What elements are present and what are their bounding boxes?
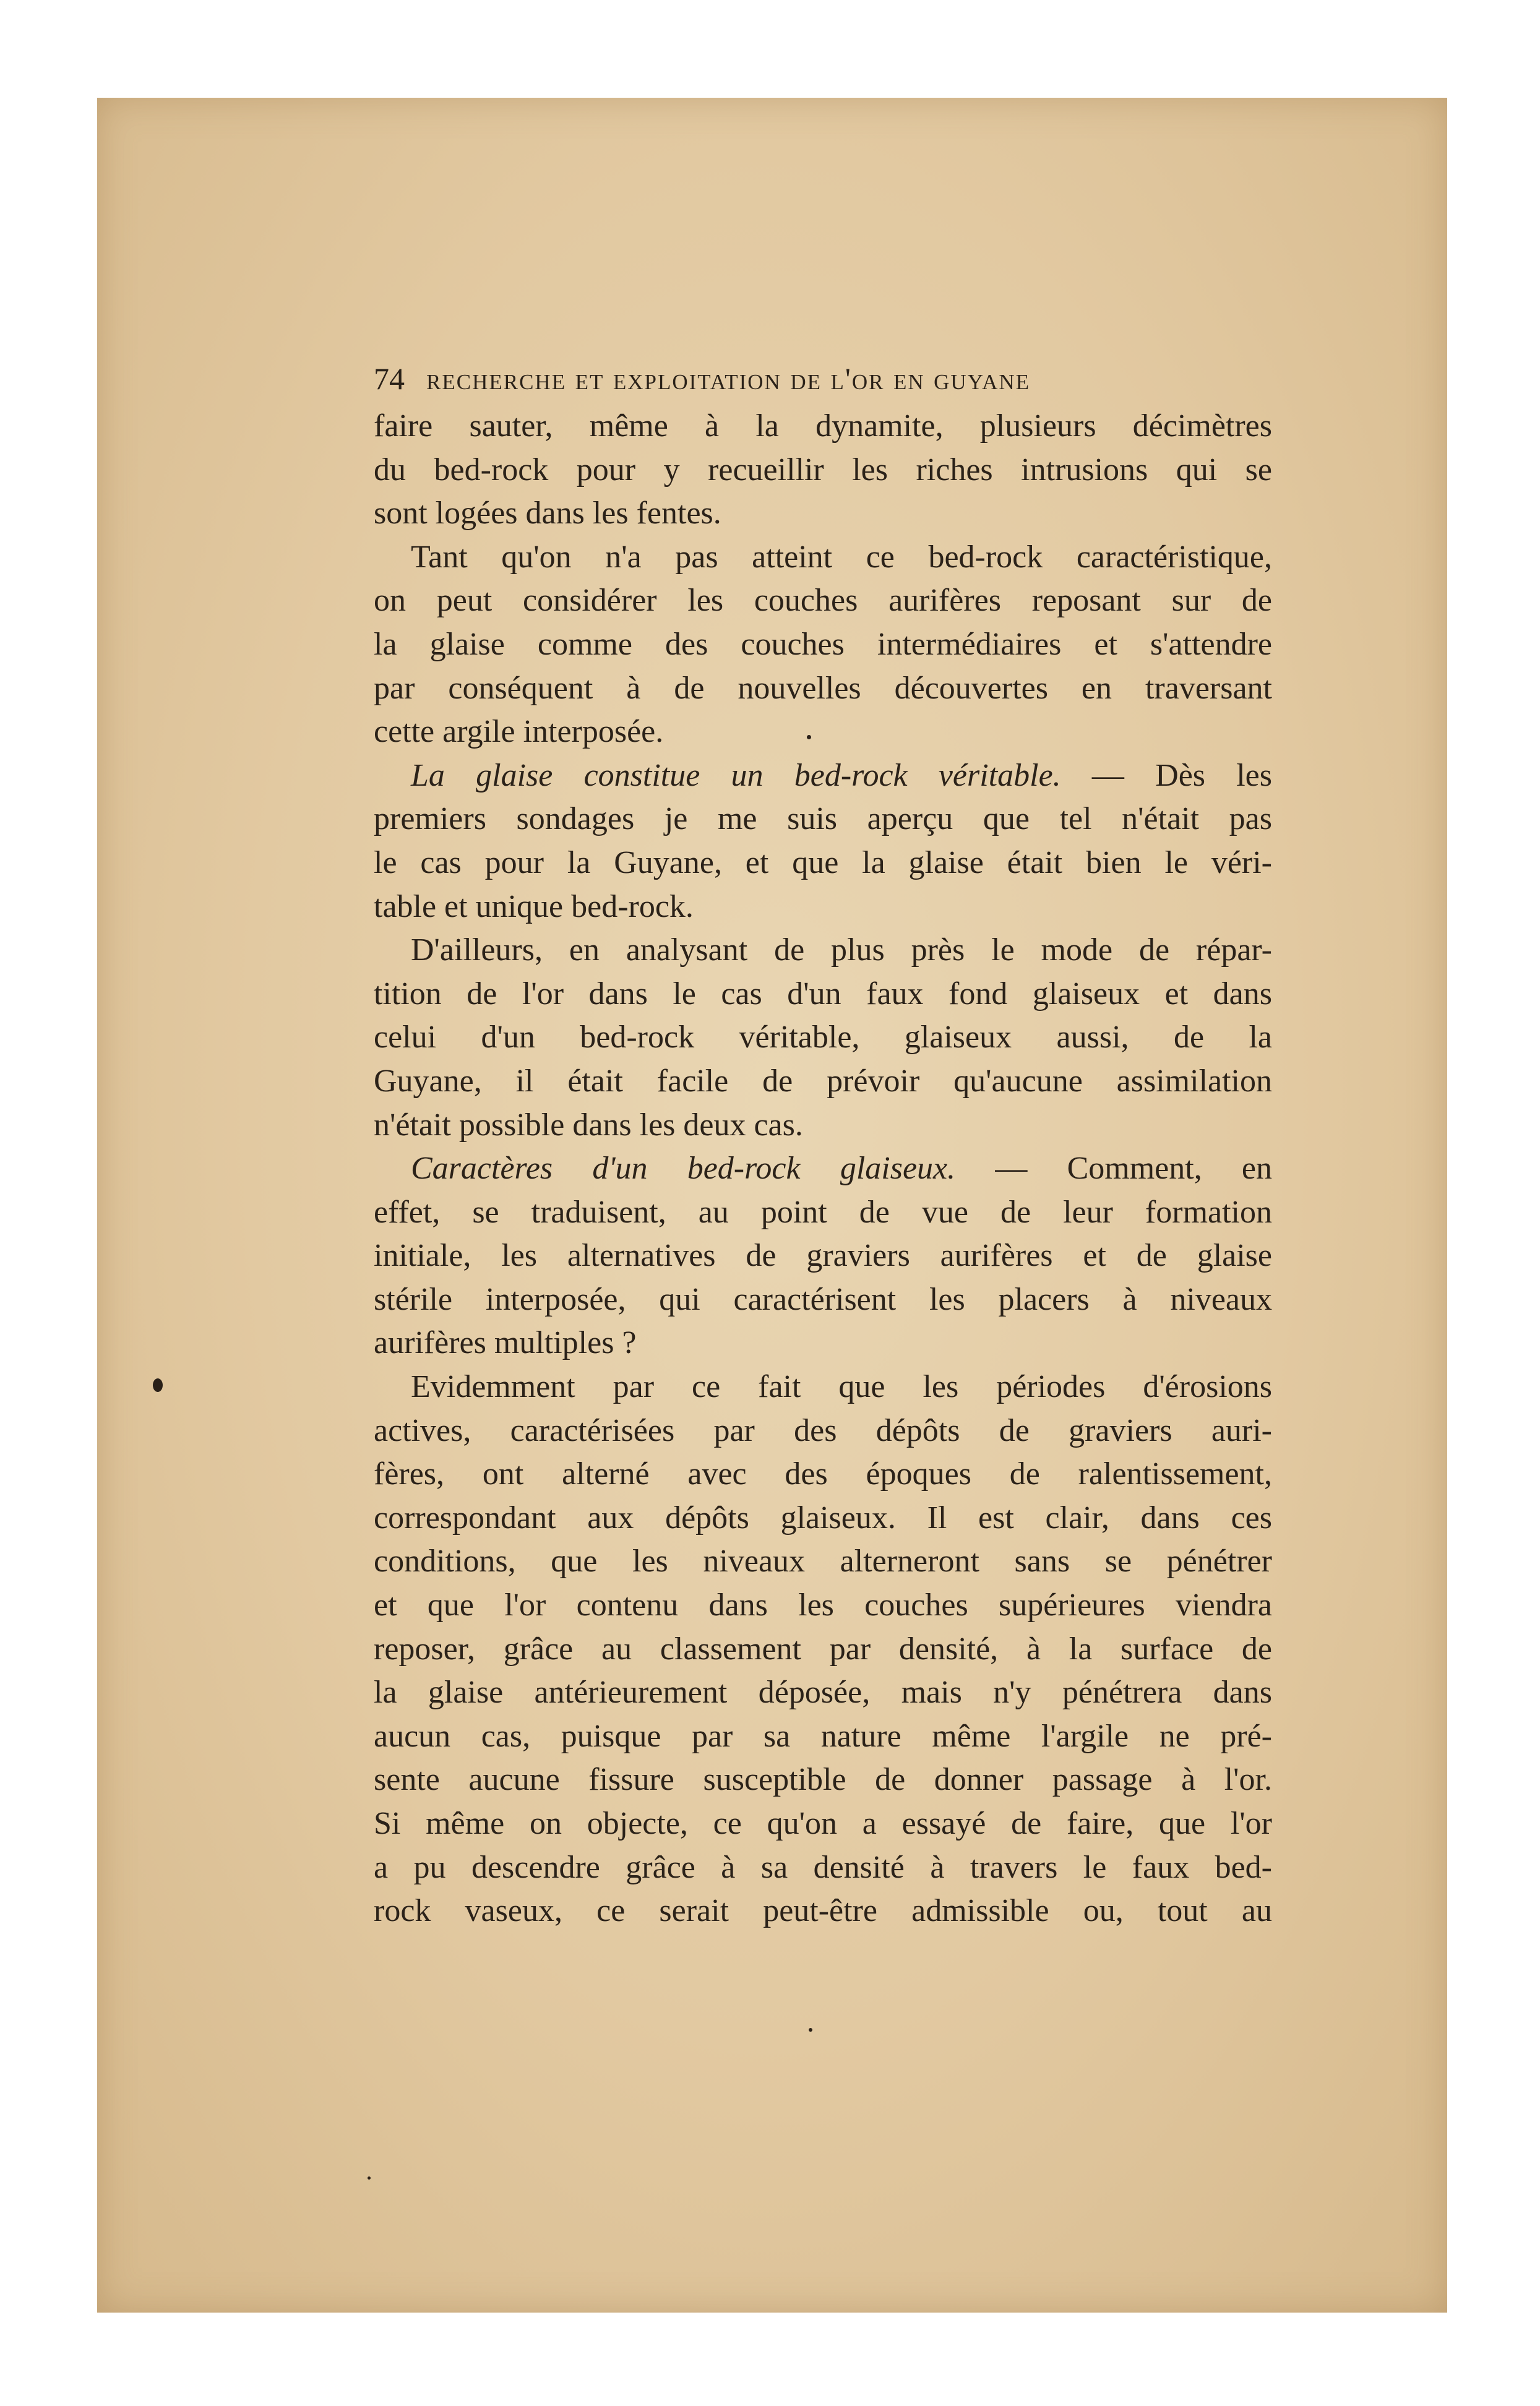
text-line: on peut considérer les couches aurifères reposant sur de [374, 583, 1272, 619]
text-line: tition de l'or dans le cas d'un faux fond glaiseux et dans [374, 976, 1272, 1012]
text-line: par conséquent à de nouvelles découvertes en traversant [374, 670, 1272, 706]
page-text-block [374, 353, 1272, 1933]
text-line: initiale, les alternatives de graviers aurifères et de glaise [374, 1238, 1272, 1274]
text-line: celui d'un bed-rock véritable, glaiseux aussi, de la [374, 1020, 1272, 1055]
text-line: premiers sondages je me suis aperçu que tel n'était pas [374, 801, 1272, 837]
page-number: 74 [374, 361, 405, 396]
text-line: sente aucune fissure susceptible de donner passage à l'or. [374, 1762, 1272, 1798]
text-line: Tant qu'on n'a pas atteint ce bed-rock caractéristique, [411, 539, 1272, 575]
text-line: a pu descendre grâce à sa densité à travers le faux bed- [374, 1849, 1272, 1885]
body-text [374, 405, 1272, 1933]
text-line: reposer, grâce au classement par densité, à la surface de [374, 1631, 1272, 1667]
section-heading: Caractères d'un bed-rock glaiseux. [411, 1151, 956, 1187]
page-header [374, 353, 1272, 405]
text-line: cette argile interposée. [374, 714, 664, 750]
text-line: effet, se traduisent, au point de vue de leur formation [374, 1194, 1272, 1230]
text-line: du bed-rock pour y recueillir les riches intrusions qui se [374, 452, 1272, 488]
text-line: aurifères multiples ? [374, 1325, 637, 1361]
text-line: Guyane, il était facile de prévoir qu'aucune assimilation [374, 1063, 1272, 1099]
text-line: conditions, que les niveaux alterneront sans se pénétrer [374, 1544, 1272, 1579]
text-line: table et unique bed-rock. [374, 888, 694, 924]
text-line: fères, ont alterné avec des époques de ralentissement, [374, 1456, 1272, 1492]
text-line: correspondant aux dépôts glaiseux. Il est clair, dans ces [374, 1500, 1272, 1536]
section-heading: La glaise constitue un bed-rock véritable. [411, 757, 1061, 793]
text-line: actives, caractérisées par des dépôts de graviers auri- [374, 1412, 1272, 1448]
text-line: la glaise comme des couches intermédiaires et s'attendre [374, 626, 1272, 662]
ink-speck [153, 1378, 163, 1392]
text-line: stérile interposée, qui caractérisent les placers à niveaux [374, 1281, 1272, 1317]
section-heading-line [374, 754, 1272, 798]
text-line: n'était possible dans les deux cas. [374, 1107, 803, 1143]
text-line: la glaise antérieurement déposée, mais n'y pénétrera dans [374, 1675, 1272, 1711]
text-line: rock vaseux, ce serait peut-être admissible ou, tout au [374, 1893, 1272, 1929]
text-line: le cas pour la Guyane, et que la glaise était bien le véri- [374, 844, 1272, 880]
ink-speck [809, 2028, 812, 2032]
heading-line-rest: — Comment, en [955, 1151, 1272, 1187]
heading-line-rest: — Dès les [1060, 757, 1272, 793]
text-line: aucun cas, puisque par sa nature même l'argile ne pré- [374, 1718, 1272, 1754]
text-line: Evidemment par ce fait que les périodes d'érosions [411, 1369, 1272, 1405]
running-title: recherche et exploitation de l'or en guyane [426, 361, 1031, 396]
text-line: Si même on objecte, ce qu'on a essayé de faire, que l'or [374, 1806, 1272, 1841]
text-line: et que l'or contenu dans les couches supérieures viendra [374, 1588, 1272, 1623]
text-line: faire sauter, même à la dynamite, plusieurs décimètres [374, 408, 1272, 444]
section-heading-line [374, 1147, 1272, 1191]
text-line: D'ailleurs, en analysant de plus près le mode de répar- [411, 932, 1272, 968]
ink-speck [368, 2176, 371, 2180]
text-line: sont logées dans les fentes. [374, 496, 721, 531]
